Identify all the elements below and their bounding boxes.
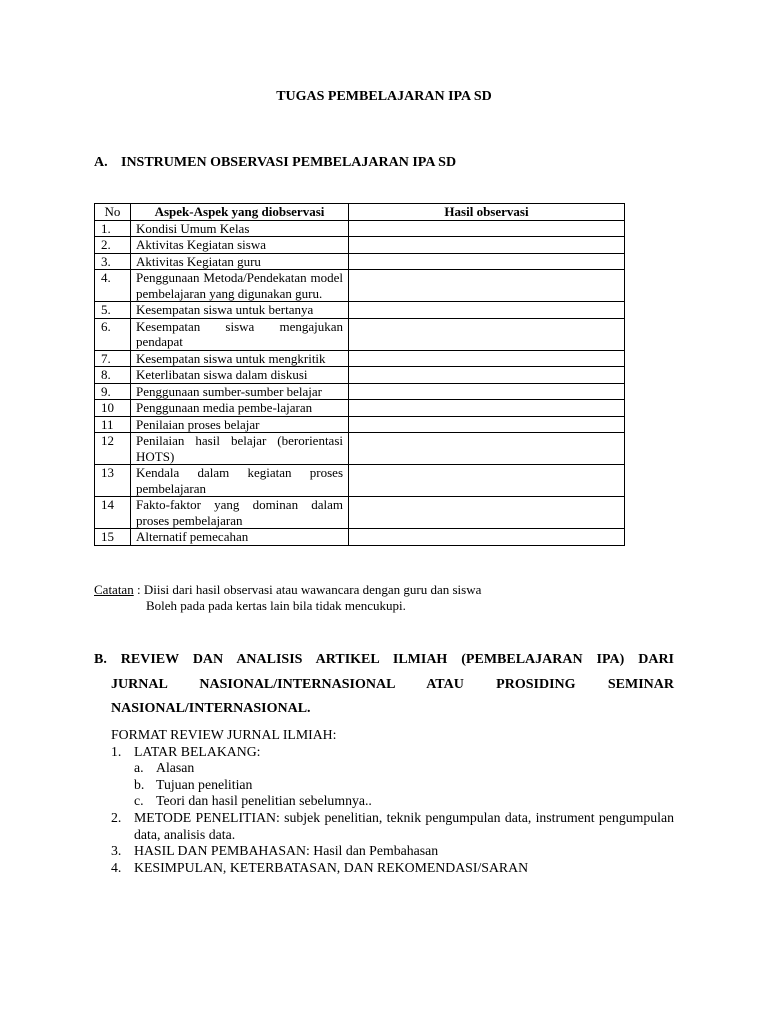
- catatan-line-2: Boleh pada pada kertas lain bila tidak mencukupi.: [146, 598, 406, 613]
- header-hasil: Hasil observasi: [349, 204, 625, 221]
- section-a-title: INSTRUMEN OBSERVASI PEMBELAJARAN IPA SD: [121, 155, 457, 170]
- row-hasil[interactable]: [349, 253, 625, 270]
- list-item: [94, 843, 674, 860]
- row-no: 10: [95, 400, 131, 417]
- row-hasil[interactable]: [349, 400, 625, 417]
- row-no: 7.: [95, 350, 131, 367]
- row-no: 15: [95, 529, 131, 546]
- table-row: [95, 465, 625, 497]
- row-no: 1.: [95, 220, 131, 237]
- row-hasil[interactable]: [349, 529, 625, 546]
- row-no: 14: [95, 497, 131, 529]
- row-aspek: Penilaian hasil belajar (berorientasi HOTS): [131, 433, 349, 465]
- header-no: No: [95, 204, 131, 221]
- section-a-heading: [94, 155, 456, 171]
- row-hasil[interactable]: [349, 302, 625, 319]
- sub-item-text: Tujuan penelitian: [156, 776, 253, 792]
- row-hasil[interactable]: [349, 497, 625, 529]
- row-hasil[interactable]: [349, 433, 625, 465]
- sub-item: [94, 793, 674, 810]
- sub-item: [94, 760, 674, 777]
- item-text: METODE PENELITIAN: subjek penelitian, teknik pengumpulan data, instrument pengumpulan data, analisis data.: [134, 809, 674, 842]
- table-row: [95, 350, 625, 367]
- observation-table: [94, 203, 625, 546]
- row-aspek: Penggunaan Metoda/Pendekatan model pembelajaran yang digunakan guru.: [131, 270, 349, 302]
- format-list: [94, 744, 674, 877]
- row-hasil[interactable]: [349, 237, 625, 254]
- table-row: [95, 367, 625, 384]
- header-aspek: Aspek-Aspek yang diobservasi: [131, 204, 349, 221]
- row-hasil[interactable]: [349, 270, 625, 302]
- row-hasil[interactable]: [349, 367, 625, 384]
- row-aspek: Penggunaan media pembe-lajaran: [131, 400, 349, 417]
- item-number: 1.: [111, 743, 122, 759]
- section-b-heading: [94, 648, 674, 722]
- sub-item-letter: a.: [134, 760, 144, 776]
- table-row: [95, 433, 625, 465]
- format-heading: FORMAT REVIEW JURNAL ILMIAH:: [111, 727, 337, 742]
- item-number: 4.: [111, 859, 122, 875]
- table-row: [95, 302, 625, 319]
- sub-item: [94, 777, 674, 794]
- table-row: [95, 529, 625, 546]
- row-no: 3.: [95, 253, 131, 270]
- format-review: [94, 727, 674, 876]
- catatan-line-1: : Diisi dari hasil observasi atau wawancara dengan guru dan siswa: [133, 582, 482, 597]
- table-row: [95, 497, 625, 529]
- row-aspek: Alternatif pemecahan: [131, 529, 349, 546]
- table-row: [95, 318, 625, 350]
- list-item: [94, 810, 674, 843]
- row-aspek: Kendala dalam kegiatan proses pembelajaran: [131, 465, 349, 497]
- row-no: 11: [95, 416, 131, 433]
- section-b-line-2: JURNAL NASIONAL/INTERNASIONAL ATAU PROSIDING SEMINAR: [111, 676, 674, 692]
- item-number: 2.: [111, 809, 122, 825]
- row-aspek: Fakto-faktor yang dominan dalam proses pembelajaran: [131, 497, 349, 529]
- section-a-number: A.: [94, 155, 108, 170]
- row-aspek: Aktivitas Kegiatan siswa: [131, 237, 349, 254]
- row-no: 9.: [95, 383, 131, 400]
- sub-item-letter: b.: [134, 776, 145, 792]
- table-row: [95, 220, 625, 237]
- table-row: [95, 237, 625, 254]
- item-number: 3.: [111, 843, 122, 859]
- row-no: 13: [95, 465, 131, 497]
- sub-item-text: Alasan: [156, 760, 195, 776]
- row-hasil[interactable]: [349, 465, 625, 497]
- row-hasil[interactable]: [349, 350, 625, 367]
- row-no: 12: [95, 433, 131, 465]
- row-hasil[interactable]: [349, 416, 625, 433]
- item-text: LATAR BELAKANG:: [134, 743, 261, 759]
- row-no: 6.: [95, 318, 131, 350]
- table-row: [95, 270, 625, 302]
- row-hasil[interactable]: [349, 318, 625, 350]
- row-aspek: Penilaian proses belajar: [131, 416, 349, 433]
- section-b-line-1: B. REVIEW DAN ANALISIS ARTIKEL ILMIAH (PEMBELAJARAN IPA) DARI: [94, 652, 674, 667]
- list-item: [94, 744, 674, 810]
- row-no: 2.: [95, 237, 131, 254]
- item-text: KESIMPULAN, KETERBATASAN, DAN REKOMENDASI/SARAN: [134, 859, 529, 875]
- table-row: [95, 253, 625, 270]
- row-hasil[interactable]: [349, 383, 625, 400]
- row-no: 5.: [95, 302, 131, 319]
- table-row: [95, 400, 625, 417]
- row-aspek: Penggunaan sumber-sumber belajar: [131, 383, 349, 400]
- row-hasil[interactable]: [349, 220, 625, 237]
- row-no: 4.: [95, 270, 131, 302]
- list-item: [94, 860, 674, 877]
- catatan-note: [94, 582, 481, 614]
- row-aspek: Aktivitas Kegiatan guru: [131, 253, 349, 270]
- sub-item-text: Teori dan hasil penelitian sebelumnya..: [156, 793, 372, 809]
- row-aspek: Kesempatan siswa untuk bertanya: [131, 302, 349, 319]
- table-row: [95, 416, 625, 433]
- row-aspek: Kesempatan siswa untuk mengkritik: [131, 350, 349, 367]
- row-aspek: Kesempatan siswa mengajukan pendapat: [131, 318, 349, 350]
- row-no: 8.: [95, 367, 131, 384]
- sub-item-letter: c.: [134, 793, 144, 809]
- row-aspek: Kondisi Umum Kelas: [131, 220, 349, 237]
- catatan-label: Catatan: [94, 582, 134, 597]
- section-b-line-3: NASIONAL/INTERNASIONAL.: [111, 701, 311, 716]
- table-header-row: [95, 204, 625, 221]
- table-row: [95, 383, 625, 400]
- document-title: TUGAS PEMBELAJARAN IPA SD: [276, 89, 492, 104]
- item-text: HASIL DAN PEMBAHASAN: Hasil dan Pembahasan: [134, 843, 439, 859]
- row-aspek: Keterlibatan siswa dalam diskusi: [131, 367, 349, 384]
